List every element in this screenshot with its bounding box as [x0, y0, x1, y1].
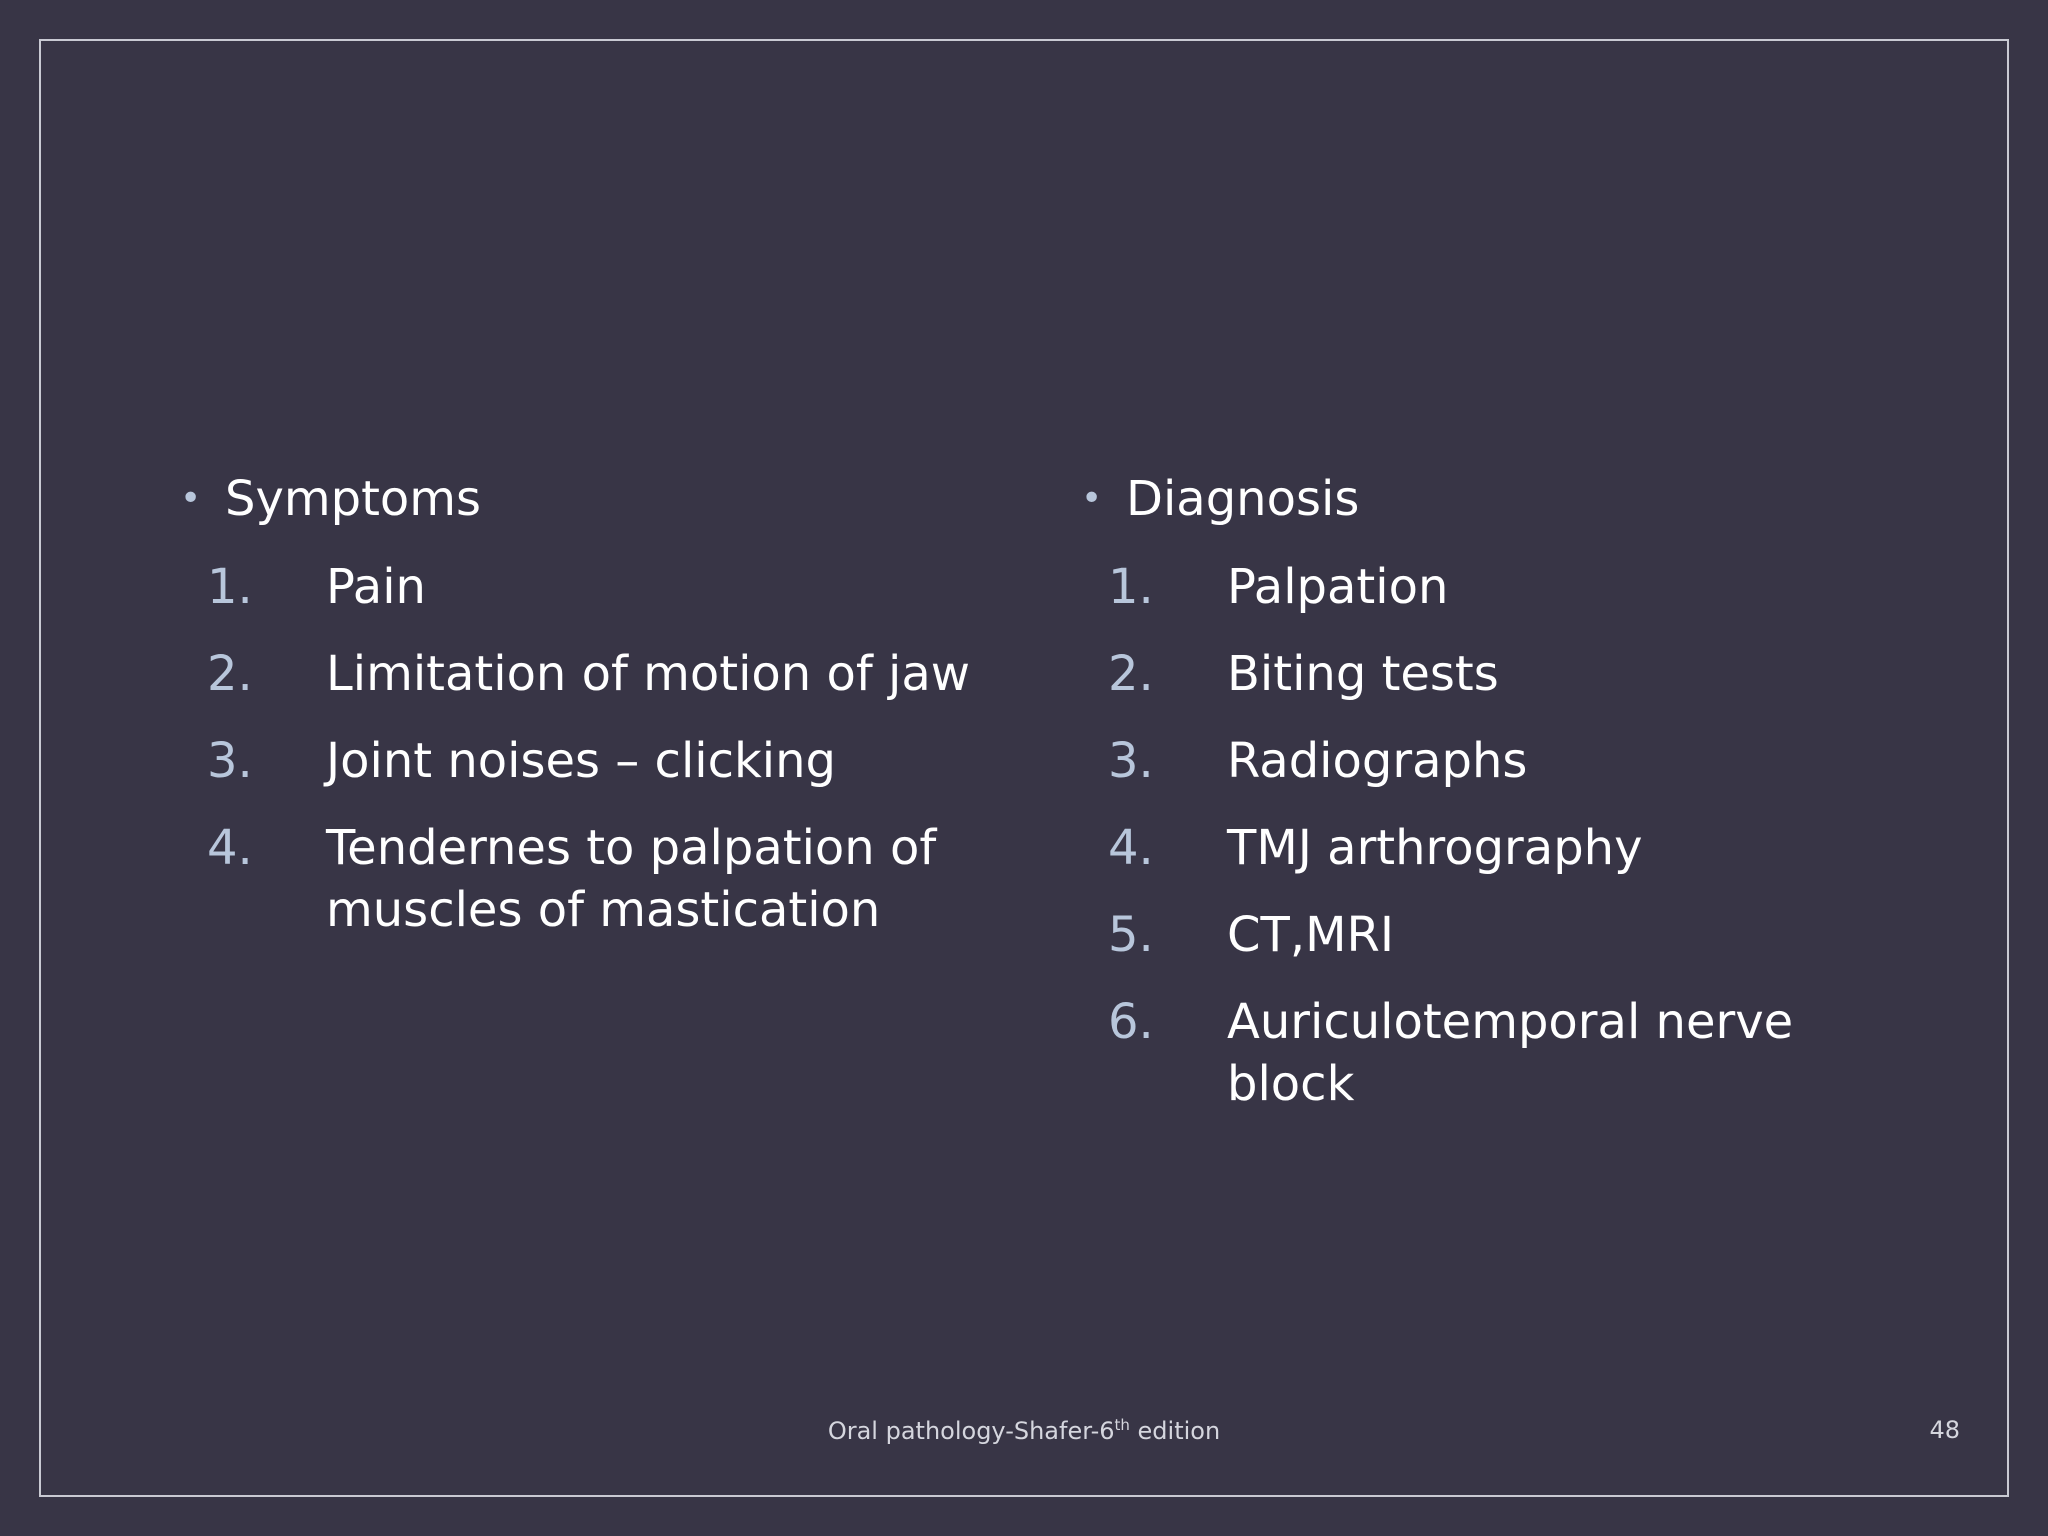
symptoms-column	[180, 468, 1000, 966]
item-number: 1.	[1108, 559, 1154, 615]
list-item	[1081, 817, 1901, 879]
item-text: Tendernes to palpation of muscles of mastication	[326, 820, 937, 938]
item-text: Biting tests	[1227, 646, 1499, 702]
item-number: 4.	[1108, 820, 1154, 876]
item-number: 1.	[207, 559, 253, 615]
list-item	[1081, 643, 1901, 705]
footer-source-superscript: th	[1114, 1416, 1130, 1434]
item-number: 6.	[1108, 994, 1154, 1050]
item-number: 5.	[1108, 907, 1154, 963]
bullet-icon: •	[1081, 478, 1103, 519]
item-text: Radiographs	[1227, 733, 1528, 789]
diagnosis-heading-text: Diagnosis	[1126, 471, 1360, 527]
symptoms-heading	[180, 468, 1000, 530]
list-item	[1081, 556, 1901, 618]
list-item	[1081, 730, 1901, 792]
item-text: Joint noises – clicking	[326, 733, 837, 789]
footer-source	[0, 1416, 2048, 1445]
list-item	[1081, 904, 1901, 966]
item-number: 4.	[207, 820, 253, 876]
item-text: Palpation	[1227, 559, 1449, 615]
item-number: 3.	[207, 733, 253, 789]
item-text: Auriculotemporal nerve block	[1227, 994, 1794, 1112]
list-item	[180, 817, 1000, 941]
item-number: 2.	[207, 646, 253, 702]
list-item	[180, 643, 1000, 705]
bullet-icon: •	[180, 478, 202, 519]
diagnosis-heading	[1081, 468, 1901, 530]
item-text: CT,MRI	[1227, 907, 1395, 963]
footer-source-suffix: edition	[1129, 1417, 1221, 1445]
list-item	[1081, 991, 1901, 1115]
footer-source-prefix: Oral pathology-Shafer-6	[827, 1417, 1115, 1445]
page-number: 48	[1929, 1416, 1960, 1444]
item-text: Limitation of motion of jaw	[326, 646, 970, 702]
item-text: TMJ arthrography	[1227, 820, 1643, 876]
list-item	[180, 730, 1000, 792]
list-item	[180, 556, 1000, 618]
item-number: 3.	[1108, 733, 1154, 789]
diagnosis-list	[1081, 556, 1901, 1115]
symptoms-heading-text: Symptoms	[225, 471, 482, 527]
item-number: 2.	[1108, 646, 1154, 702]
symptoms-list	[180, 556, 1000, 941]
item-text: Pain	[326, 559, 426, 615]
diagnosis-column	[1081, 468, 1901, 1140]
